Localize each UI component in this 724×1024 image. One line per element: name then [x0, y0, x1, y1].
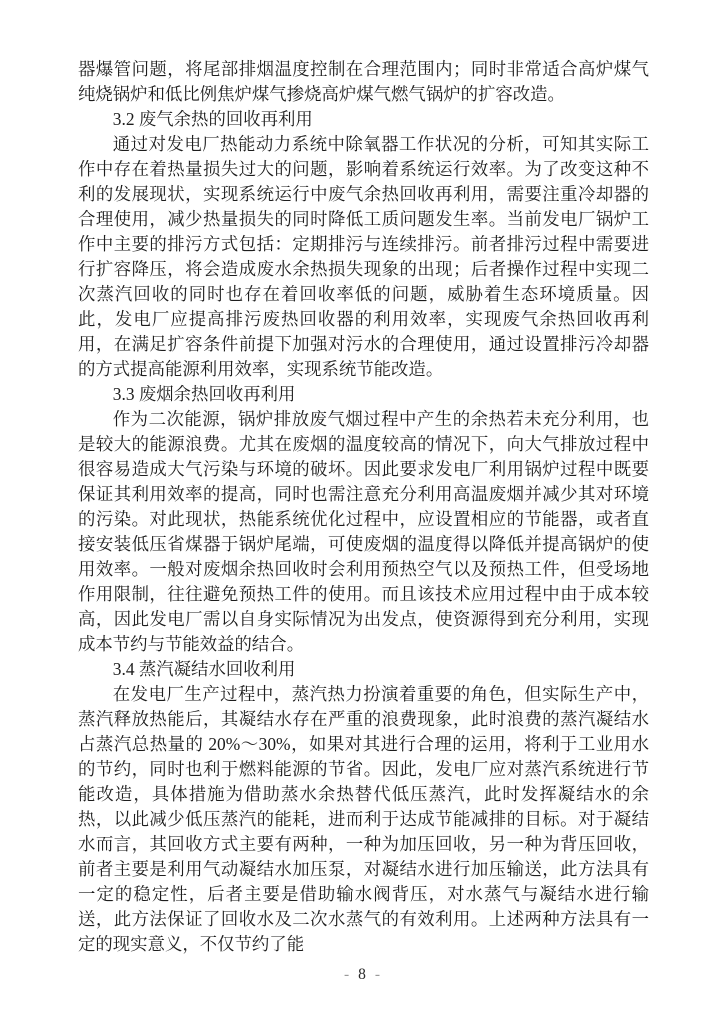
body-paragraph-continuation: 器爆管问题，将尾部排烟温度控制在合理范围内；同时非常适合高炉煤气纯烧锅炉和低比例焦炉煤气掺烧高炉煤气燃气锅炉的扩容改造。	[78, 59, 649, 104]
section-heading-3-3: 3.3 废烟余热回收再利用	[112, 384, 296, 404]
footer-left-dash: -	[343, 966, 350, 983]
document-body	[78, 57, 649, 957]
body-paragraph: 在发电厂生产过程中，蒸汽热力扮演着重要的角色，但实际生产中，蒸汽释放热能后，其凝结水存在严重的浪费现象，此时浪费的蒸汽凝结水占蒸汽总热量的 20%～30%，如果对其进行合理的运用，将利于工业用水的节约，同时也利于燃料能源的节省。因此，发电厂应对蒸汽系统进行节能改造，具体措施为借助蒸水余热替代低压蒸汽，此时发挥凝结水的余热，以此减少低压蒸汽的能耗，进而利于达成节能减排的目标。对于凝结水而言，其回收方式主要有两种，一种为加压回收，另一种为背压回收，前者主要是利用气动凝结水加压泵，对凝结水进行加压输送，此方法具有一定的稳定性，后者主要是借助输水阀背压，对水蒸气与凝结水进行输送，此方法保证了回收水及二次水蒸气的有效利用。上述两种方法具有一定的现实意义，不仅节约了能	[78, 684, 649, 954]
body-paragraph: 作为二次能源，锅炉排放废气烟过程中产生的余热若未充分利用，也是较大的能源浪费。尤其在废烟的温度较高的情况下，向大气排放过程中很容易造成大气污染与环境的破坏。因此要求发电厂利用锅炉过程中既要保证其利用效率的提高，同时也需注意充分利用高温废烟并减少其对环境的污染。对此现状，热能系统优化过程中，应设置相应的节能器，或者直接安装低压省煤器于锅炉尾端，可使废烟的温度得以降低并提高锅炉的使用效率。一般对废烟余热回收时会利用预热空气以及预热工件，但受场地作用限制，往往避免预热工件的使用。而且该技术应用过程中由于成本较高，因此发电厂需以自身实际情况为出发点，使资源得到充分利用，实现成本节约与节能效益的结合。	[78, 409, 649, 654]
footer-right-dash: -	[374, 966, 381, 983]
body-paragraph: 通过对发电厂热能动力系统中除氧器工作状况的分析，可知其实际工作中存在着热量损失过大的问题，影响着系统运行效率。为了改变这种不利的发展现状，实现系统运行中废气余热回收再利用，需要注重冷却器的合理使用，减少热量损失的同时降低工质问题发生率。当前发电厂锅炉工作中主要的排污方式包括：定期排污与连续排污。前者排污过程中需要进行扩容降压，将会造成废水余热损失现象的出现；后者操作过程中实现二次蒸汽回收的同时也存在着回收率低的问题，威胁着生态环境质量。因此，发电厂应提高排污废热回收器的利用效率，实现废气余热回收再利用，在满足扩容条件前提下加强对污水的合理使用，通过设置排污冷却器的方式提高能源利用效率，实现系统节能改造。	[78, 134, 649, 379]
page-footer	[0, 966, 724, 984]
page-number: 8	[358, 966, 366, 983]
section-heading-3-2: 3.2 废气余热的回收再利用	[112, 109, 313, 129]
section-heading-3-4: 3.4 蒸汽凝结水回收利用	[112, 659, 296, 679]
